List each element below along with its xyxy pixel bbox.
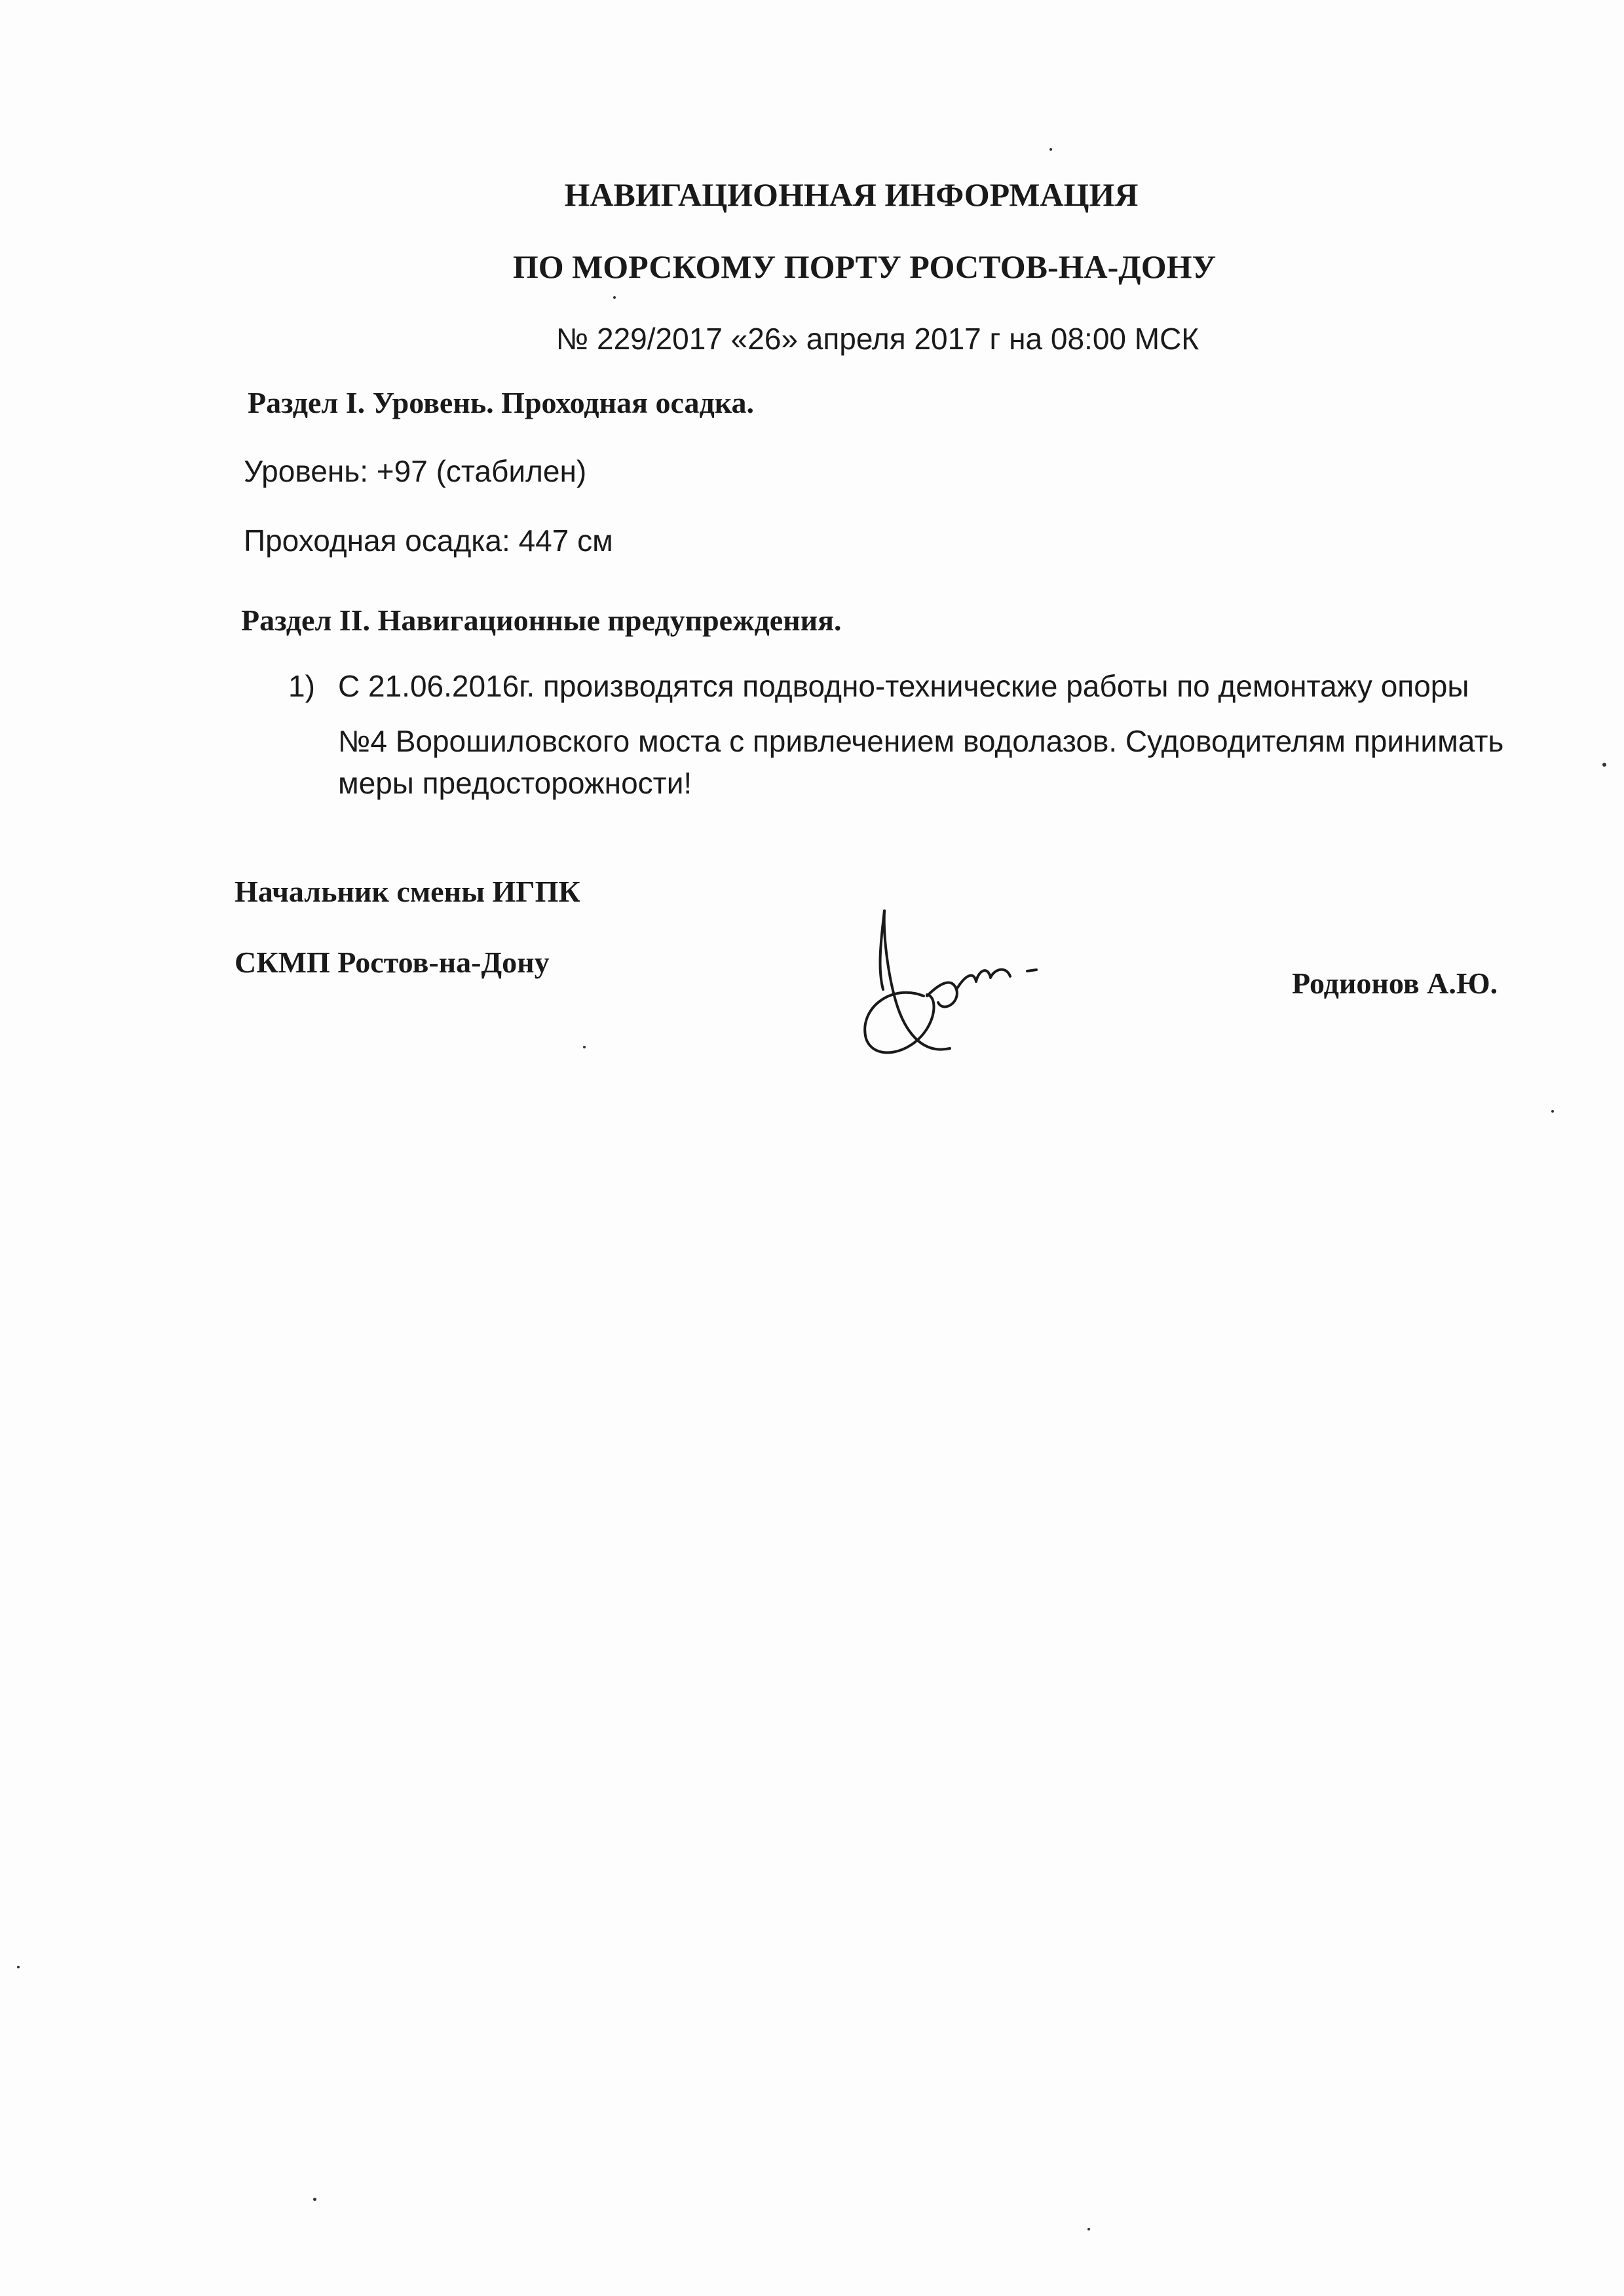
signer-name: Родионов А.Ю. [1292, 966, 1498, 1000]
water-level-value: Уровень: +97 (стабилен) [244, 454, 587, 488]
document-title-line1: НАВИГАЦИОННАЯ ИНФОРМАЦИЯ [564, 176, 1139, 213]
signer-position-line1: Начальник смены ИГПК [235, 875, 580, 908]
warning-item-line: №4 Ворошиловского моста с привлечением водолазов. Судоводителям принимать [338, 724, 1504, 758]
document-title-line2: ПО МОРСКОМУ ПОРТУ РОСТОВ-НА-ДОНУ [512, 248, 1217, 285]
section2-heading: Раздел II. Навигационные предупреждения. [241, 603, 842, 637]
scan-speck [1049, 148, 1052, 151]
passing-draft-value: Проходная осадка: 447 см [244, 524, 613, 558]
scan-speck [17, 1966, 20, 1968]
scan-speck [613, 296, 616, 299]
section1-heading: Раздел I. Уровень. Проходная осадка. [248, 386, 755, 419]
handwritten-signature [845, 898, 1068, 1068]
scan-speck [313, 2198, 316, 2201]
scan-speck [1087, 2228, 1090, 2230]
scan-speck [1602, 763, 1606, 767]
scan-speck [1551, 1110, 1554, 1113]
document-number-date: № 229/2017 «26» апреля 2017 г на 08:00 МСК [556, 322, 1199, 356]
warning-item-number: 1) [288, 669, 315, 703]
signer-position-line2: СКМП Ростов-на-Дону [235, 946, 550, 979]
warning-item-line: С 21.06.2016г. производятся подводно-технические работы по демонтажу опоры [338, 669, 1469, 703]
warning-item-line: меры предосторожности! [338, 766, 692, 800]
scan-speck [583, 1046, 586, 1048]
